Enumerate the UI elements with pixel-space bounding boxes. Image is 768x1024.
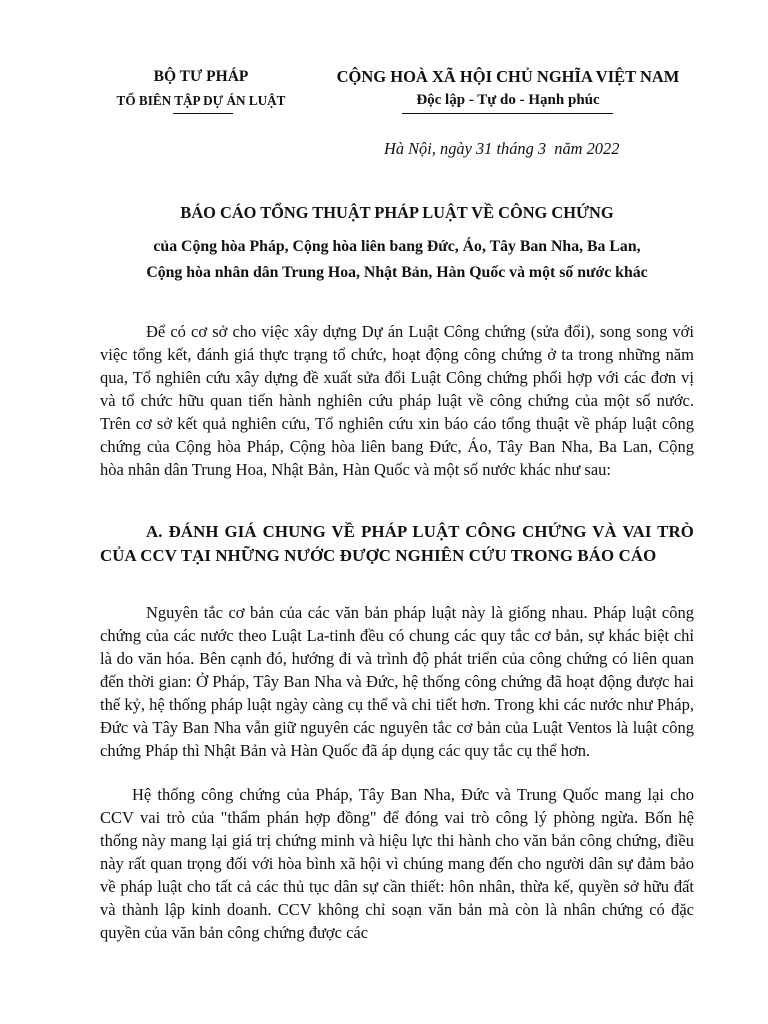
subtitle-line-1: của Cộng hòa Pháp, Cộng hòa liên bang Đức, Áo, Tây Ban Nha, Ba Lan, xyxy=(153,238,641,255)
country-name: CỘNG HOÀ XÃ HỘI CHỦ NGHĨA VIỆT NAM xyxy=(336,67,680,86)
intro-paragraph: Để có cơ sở cho việc xây dựng Dự án Luật Công chứng (sửa đổi), song song với việc tổng kết, đánh giá thực trạng tổ chức, hoạt động công chứng ở ta trong những năm qua, Tổ nghiên cứu xây dựng đề xuất sửa đổi Luật Công chứng phối hợp với các đơn vị và tổ chức hữu quan tiến hành nghiên cứu pháp luật về công chứng của một số nước. Trên cơ sở kết quả nghiên cứu, Tổ nghiên cứu xin báo cáo tổng thuật về pháp luật công chứng của Cộng hòa Pháp, Cộng hòa liên bang Đức, Áo, Tây Ban Nha, Ba Lan, Cộng hòa nhân dân Trung Hoa, Nhật Bản, Hàn Quốc và một số nước khác như sau: xyxy=(100,322,694,479)
national-motto: Độc lập - Tự do - Hạnh phúc xyxy=(416,92,600,108)
national-motto-block xyxy=(322,66,694,110)
body-paragraph-3: Hệ thống công chứng của Pháp, Tây Ban Nha, Đức và Trung Quốc mang lại cho CCV vai trò của "thẩm phán hợp đồng" để đóng vai trò công lý phòng ngừa. Bốn hệ thống này mang lại giá trị chứng minh và hiệu lực thi hành cho văn bản công chứng, điều này rất quan trọng đối với hòa bình xã hội vì chúng mang đến cho người dân sự đảm bảo về pháp luật cho tất cả các thủ tục dân sự cần thiết: hôn nhân, thừa kế, quyền sở hữu đất và thành lập kinh doanh. CCV không chỉ soạn văn bản mà còn là nhân chứng có đặc quyền của văn bản công chứng được các xyxy=(100,785,694,942)
body-paragraph-2: Nguyên tắc cơ bản của các văn bản pháp luật này là giống nhau. Pháp luật công chứng của các nước theo Luật La-tinh đều có chung các quy tắc cơ bản, sự khác biệt chỉ là do văn hóa. Bên cạnh đó, hướng đi và trình độ phát triển của công chứng có liên quan đến thời gian: Ở Pháp, Tây Ban Nha và Đức, hệ thống công chứng đã hoạt động được hai thế kỷ, hệ thống pháp luật ngày càng cụ thể và chi tiết hơn. Trong khi các nước như Pháp, Đức và Tây Ban Nha vẫn giữ nguyên các nguyên tắc cơ bản của Luật Ventos là luật công chứng Pháp thì Nhật Bản và Hàn Quốc đã áp dụng các quy tắc cụ thể hơn. xyxy=(100,603,694,760)
document-title: BÁO CÁO TỔNG THUẬT PHÁP LUẬT VỀ CÔNG CHỨNG xyxy=(180,203,614,222)
drafting-team-name: TỔ BIÊN TẬP DỰ ÁN LUẬT xyxy=(116,93,286,108)
ministry-name: BỘ TƯ PHÁP xyxy=(153,68,249,85)
motto-underline xyxy=(402,113,613,114)
issuing-agency-block xyxy=(100,66,302,111)
section-a-heading: A. ĐÁNH GIÁ CHUNG VỀ PHÁP LUẬT CÔNG CHỨNG VÀ VAI TRÒ CỦA CCV TẠI NHỮNG NƯỚC ĐƯỢC NGHIÊN CỨU TRONG BÁO CÁO xyxy=(100,522,694,565)
place-date-line: Hà Nội, ngày 31 tháng 3 năm 2022 xyxy=(384,139,620,158)
document-subtitle xyxy=(100,234,694,286)
agency-underline xyxy=(173,113,233,114)
subtitle-line-2: Cộng hòa nhân dân Trung Hoa, Nhật Bản, Hàn Quốc và một số nước khác xyxy=(146,264,648,281)
